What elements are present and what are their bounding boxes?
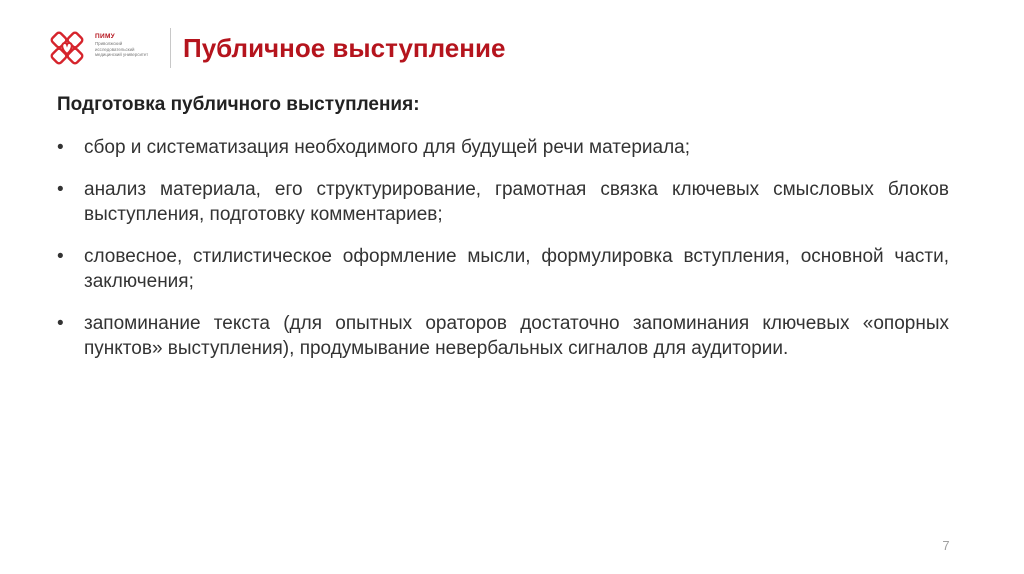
page-number: 7 — [942, 538, 950, 553]
slide-header — [0, 0, 1024, 82]
bullet-item — [57, 244, 949, 294]
bullet-item — [57, 135, 949, 160]
bullet-item — [57, 311, 949, 361]
bullet-icon: • — [57, 313, 64, 334]
bullet-list — [57, 135, 949, 361]
bullet-icon: • — [57, 179, 64, 200]
bullet-icon: • — [57, 137, 64, 158]
logo-text — [95, 33, 157, 58]
pimu-logo-icon — [48, 29, 86, 67]
header-divider — [170, 28, 171, 68]
bullet-text: сбор и систематизация необходимого для будущей речи материала; — [84, 137, 691, 158]
slide-title: Публичное выступление — [183, 33, 506, 63]
bullet-icon: • — [57, 246, 64, 267]
logo-subtitle-line: Приволжский — [95, 41, 123, 46]
bullet-text: запоминание текста (для опытных ораторов достаточно запоминания ключевых «опорных пунктов» выступления), продумывание невербальных сигналов для аудитории. — [84, 313, 949, 359]
logo-subtitle-line: исследовательский — [95, 46, 135, 52]
bullet-text: анализ материала, его структурирование, грамотная связка ключевых смысловых блоков выступления, подготовку комментариев; — [84, 179, 949, 225]
logo-name: ПИМУ — [95, 33, 116, 40]
section-subtitle: Подготовка публичного выступления: — [57, 94, 420, 115]
bullet-item — [57, 177, 949, 227]
slide-content — [57, 92, 949, 378]
bullet-text: словесное, стилистическое оформление мысли, формулировка вступления, основной части, заключения; — [84, 246, 949, 292]
logo-subtitle-line: медицинский университет — [95, 52, 149, 58]
